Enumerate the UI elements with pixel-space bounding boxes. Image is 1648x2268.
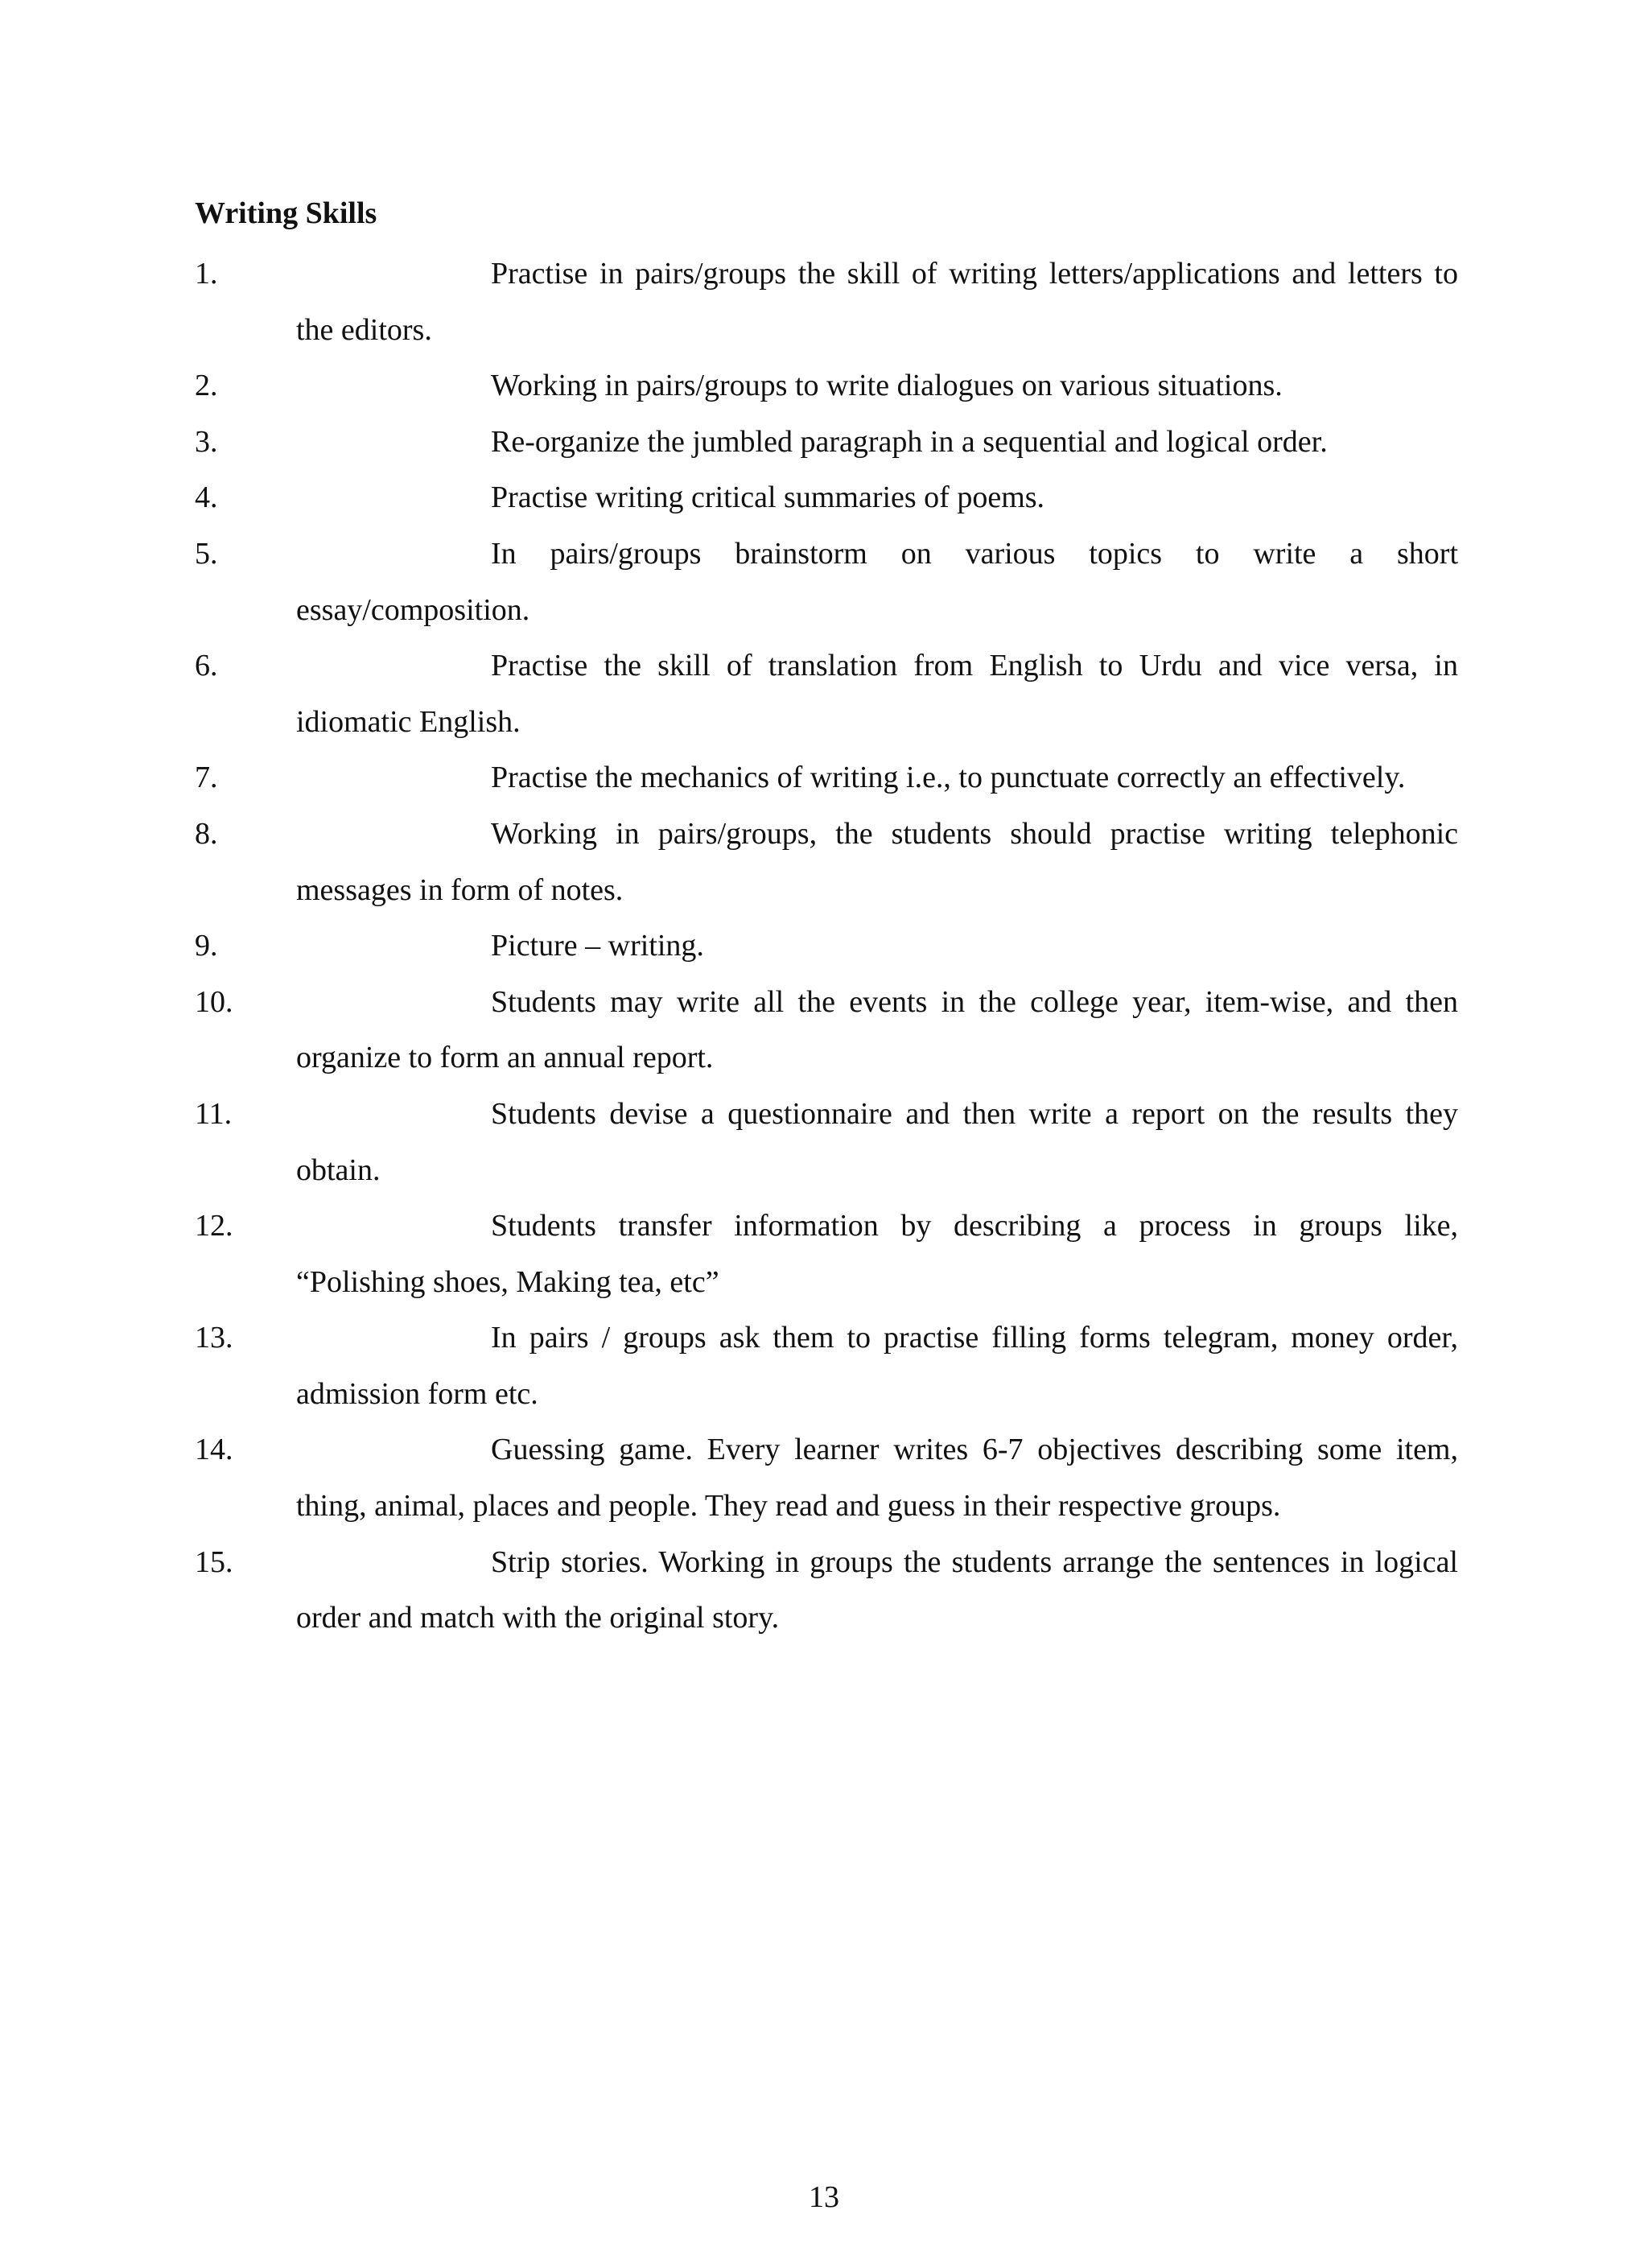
list-item xyxy=(195,246,1458,358)
item-number: 14. xyxy=(195,1433,233,1467)
item-number: 6. xyxy=(195,649,218,683)
item-text: Students may write all the events in the college year, item-wise, and then organize to form an annual report. xyxy=(296,984,1458,1075)
item-text: Picture – writing. xyxy=(491,929,704,963)
list-item xyxy=(195,414,1458,471)
item-number: 10. xyxy=(195,984,233,1019)
item-text: Re-organize the jumbled paragraph in a sequential and logical order. xyxy=(491,424,1328,459)
list-item xyxy=(195,1535,1458,1647)
item-text: In pairs/groups brainstorm on various topics to write a short essay/composition. xyxy=(296,536,1458,627)
item-number: 3. xyxy=(195,424,218,459)
item-number: 15. xyxy=(195,1544,233,1579)
item-number: 8. xyxy=(195,816,218,851)
list-item xyxy=(195,1422,1458,1534)
item-number: 1. xyxy=(195,257,218,291)
list-item xyxy=(195,918,1458,975)
item-number: 9. xyxy=(195,929,218,963)
item-number: 2. xyxy=(195,369,218,403)
list-item xyxy=(195,1198,1458,1310)
item-text: Students transfer information by describing a process in groups like, “Polishing shoes, Making tea, etc” xyxy=(296,1209,1458,1299)
item-number: 13. xyxy=(195,1321,233,1355)
list-item xyxy=(195,526,1458,638)
list-item xyxy=(195,638,1458,750)
section-heading: Writing Skills xyxy=(195,196,377,230)
list-item xyxy=(195,1310,1458,1422)
item-number: 4. xyxy=(195,480,218,515)
list-item xyxy=(195,470,1458,526)
item-text: Practise the mechanics of writing i.e., to punctuate correctly an effectively. xyxy=(491,761,1406,795)
list-item xyxy=(195,975,1458,1087)
item-text: Practise writing critical summaries of poems. xyxy=(491,480,1045,515)
activity-list xyxy=(195,246,1458,1647)
item-text: Practise the skill of translation from English to Urdu and vice versa, in idiomatic English. xyxy=(296,649,1458,739)
list-item xyxy=(195,750,1458,806)
list-item xyxy=(195,1087,1458,1198)
list-item xyxy=(195,806,1458,918)
item-number: 11. xyxy=(195,1096,233,1131)
item-text: Working in pairs/groups to write dialogues on various situations. xyxy=(491,369,1283,403)
item-text: Practise in pairs/groups the skill of writing letters/applications and letters to the editors. xyxy=(296,257,1458,347)
item-text: Students devise a questionnaire and then write a report on the results they obtain. xyxy=(296,1096,1458,1187)
page-number: 13 xyxy=(809,2180,839,2214)
item-text: In pairs / groups ask them to practise filling forms telegram, money order, admission form etc. xyxy=(296,1321,1458,1411)
item-text: Guessing game. Every learner writes 6-7 objectives describing some item, thing, animal, places and people. They read and guess in their respective groups. xyxy=(296,1433,1458,1524)
item-number: 12. xyxy=(195,1209,233,1243)
item-text: Working in pairs/groups, the students should practise writing telephonic messages in form of notes. xyxy=(296,816,1458,907)
item-text: Strip stories. Working in groups the students arrange the sentences in logical order and match with the original story. xyxy=(296,1544,1458,1635)
item-number: 5. xyxy=(195,536,218,571)
list-item xyxy=(195,358,1458,414)
item-number: 7. xyxy=(195,761,218,795)
